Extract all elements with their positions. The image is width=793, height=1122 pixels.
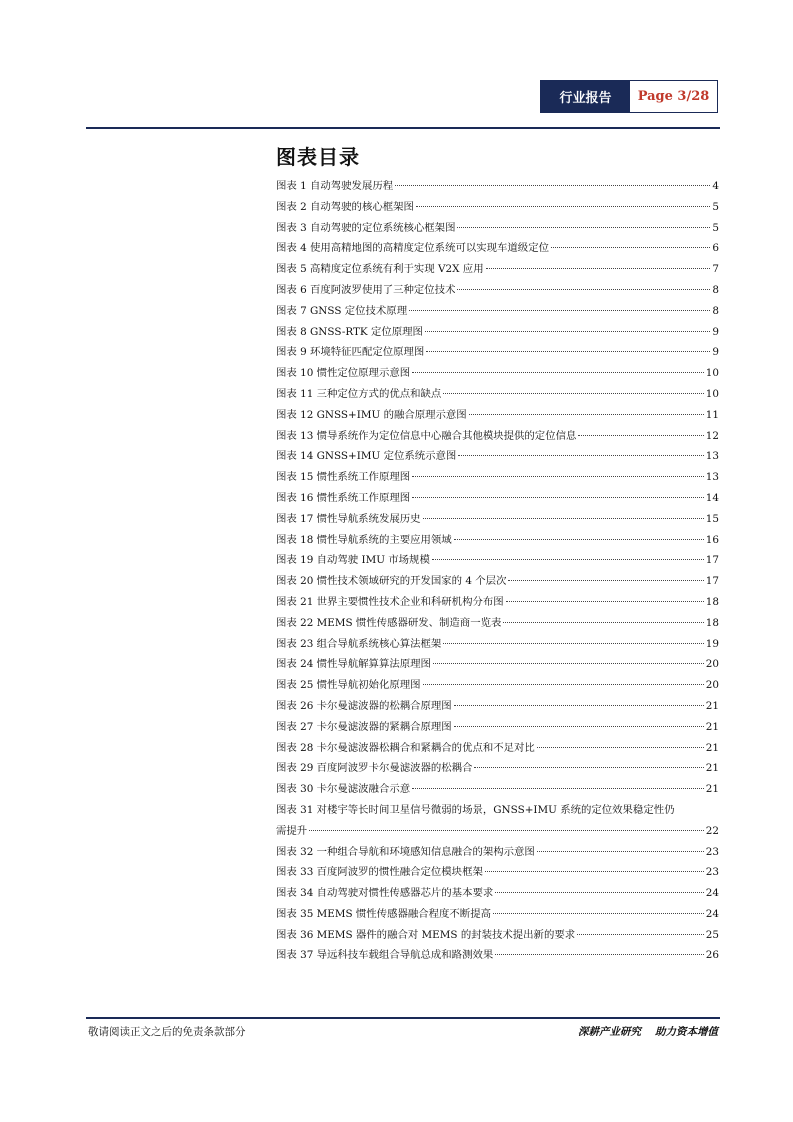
toc-entry-label: 图表 31 对楼宇等长时间卫星信号微弱的场景，GNSS+IMU 系统的定位效果稳定性仍 xyxy=(276,803,675,816)
toc-entry-label: 图表 32 一种组合导航和环境感知信息融合的架构示意图 xyxy=(276,845,535,858)
toc-entry-label-continuation: 需提升 xyxy=(276,824,308,837)
toc-entry-page: 7 xyxy=(712,263,719,276)
toc-entry-page: 23 xyxy=(705,845,719,858)
toc-entry-page: 23 xyxy=(705,866,719,879)
toc-entry[interactable] xyxy=(276,717,719,738)
toc-entry[interactable] xyxy=(276,634,719,655)
toc-entry-label: 图表 30 卡尔曼滤波融合示意 xyxy=(276,783,411,796)
toc-entry-label: 图表 20 惯性技术领域研究的开发国家的 4 个层次 xyxy=(276,575,507,588)
toc-entry-label: 图表 25 惯性导航初始化原理图 xyxy=(276,679,421,692)
toc-entry-page: 15 xyxy=(705,512,719,525)
toc-entry[interactable] xyxy=(276,613,719,634)
toc-dot-leader xyxy=(503,622,703,623)
toc-entry-label: 图表 16 惯性系统工作原理图 xyxy=(276,491,411,504)
toc-entry[interactable] xyxy=(276,426,719,447)
toc-dot-leader xyxy=(551,247,710,248)
toc-entry-page: 10 xyxy=(705,367,719,380)
toc-entry-label: 图表 6 百度阿波罗使用了三种定位技术 xyxy=(276,283,456,296)
footer-divider xyxy=(86,1017,720,1019)
toc-entry[interactable] xyxy=(276,779,719,800)
toc-entry-label: 图表 9 环境特征匹配定位原理图 xyxy=(276,346,425,359)
toc-entry[interactable] xyxy=(276,945,719,966)
toc-entry[interactable] xyxy=(276,488,719,509)
page-indicator: Page 3/28 xyxy=(637,89,710,104)
toc-entry-page: 22 xyxy=(705,824,719,837)
slogan-part-2: 助力资本增值 xyxy=(655,1026,718,1038)
toc-dot-leader xyxy=(454,705,704,706)
header-divider xyxy=(86,127,720,129)
toc-dot-leader xyxy=(309,830,704,831)
toc-entry[interactable] xyxy=(276,218,719,239)
toc-entry[interactable] xyxy=(276,405,719,426)
toc-dot-leader xyxy=(412,476,704,477)
toc-entry-label: 图表 12 GNSS+IMU 的融合原理示意图 xyxy=(276,408,467,421)
toc-dot-leader xyxy=(474,767,703,768)
toc-entry-page: 4 xyxy=(712,180,719,192)
toc-entry-label: 图表 10 惯性定位原理示意图 xyxy=(276,367,411,380)
toc-dot-leader xyxy=(508,580,703,581)
toc-entry[interactable] xyxy=(276,280,719,301)
toc-entry[interactable] xyxy=(276,176,719,197)
toc-entry-page: 24 xyxy=(705,887,719,900)
toc-dot-leader xyxy=(495,954,704,955)
toc-entry[interactable] xyxy=(276,883,719,904)
toc-entry-page: 17 xyxy=(705,575,719,588)
toc-entry-continuation[interactable] xyxy=(276,821,719,842)
toc-entry-label: 图表 7 GNSS 定位技术原理 xyxy=(276,304,408,317)
toc-dot-leader xyxy=(433,663,704,664)
toc-entry[interactable] xyxy=(276,550,719,571)
toc-dot-leader xyxy=(409,310,710,311)
toc-dot-leader xyxy=(495,892,704,893)
toc-dot-leader xyxy=(423,518,704,519)
toc-entry-label: 图表 3 自动驾驶的定位系统核心框架图 xyxy=(276,221,456,234)
toc-dot-leader xyxy=(443,393,703,394)
toc-entry[interactable] xyxy=(276,259,719,280)
toc-entry-label: 图表 4 使用高精地图的高精度定位系统可以实现车道级定位 xyxy=(276,242,549,255)
toc-dot-leader xyxy=(577,934,704,935)
toc-dot-leader xyxy=(485,871,704,872)
toc-dot-leader xyxy=(432,559,704,560)
footer-slogan xyxy=(578,1024,718,1039)
toc-entry-page: 26 xyxy=(705,949,719,962)
toc-entry-label: 图表 23 组合导航系统核心算法框架 xyxy=(276,637,442,650)
toc-dot-leader xyxy=(412,372,704,373)
toc-entry-label: 图表 13 惯导系统作为定位信息中心融合其他模块提供的定位信息 xyxy=(276,429,577,442)
toc-entry-page: 5 xyxy=(712,221,719,234)
toc-entry-label: 图表 24 惯性导航解算算法原理图 xyxy=(276,658,431,671)
toc-entry[interactable] xyxy=(276,571,719,592)
toc-entry[interactable] xyxy=(276,322,719,343)
toc-entry-label: 图表 2 自动驾驶的核心框架图 xyxy=(276,200,414,213)
toc-entry-page: 13 xyxy=(705,471,719,484)
toc-dot-leader xyxy=(454,726,704,727)
toc-entry-page: 5 xyxy=(712,200,719,213)
toc-entry-label: 图表 15 惯性系统工作原理图 xyxy=(276,471,411,484)
toc-dot-leader xyxy=(412,497,704,498)
toc-dot-leader xyxy=(537,747,704,748)
toc-entry[interactable] xyxy=(276,904,719,925)
toc-entry[interactable] xyxy=(276,342,719,363)
toc-entry-label: 图表 17 惯性导航系统发展历史 xyxy=(276,512,421,525)
footer-disclaimer: 敬请阅读正文之后的免责条款部分 xyxy=(88,1026,246,1038)
toc-entry[interactable] xyxy=(276,842,719,863)
toc-entry-label: 图表 28 卡尔曼滤波器松耦合和紧耦合的优点和不足对比 xyxy=(276,741,535,754)
toc-entry[interactable] xyxy=(276,800,719,821)
toc-dot-leader xyxy=(457,289,710,290)
toc-entry-page: 17 xyxy=(705,554,719,567)
toc-entry-page: 16 xyxy=(705,533,719,546)
toc-entry-page: 11 xyxy=(705,408,719,421)
toc-entry[interactable] xyxy=(276,384,719,405)
toc-dot-leader xyxy=(412,788,704,789)
toc-entry-page: 19 xyxy=(705,637,719,650)
toc-dot-leader xyxy=(395,185,710,186)
toc-entry-page: 8 xyxy=(712,304,719,317)
toc-entry-page: 20 xyxy=(705,679,719,692)
toc-entry-page: 18 xyxy=(705,616,719,629)
toc-entry-label: 图表 37 导远科技车载组合导航总成和路测效果 xyxy=(276,949,494,962)
toc-entry-page: 12 xyxy=(705,429,719,442)
toc-entry-page: 21 xyxy=(705,783,719,796)
toc-entry-label: 图表 22 MEMS 惯性传感器研发、制造商一览表 xyxy=(276,616,502,629)
toc-entry[interactable] xyxy=(276,301,719,322)
toc-entry-page: 21 xyxy=(705,720,719,733)
toc-entry-page: 21 xyxy=(705,699,719,712)
toc-entry-label: 图表 36 MEMS 器件的融合对 MEMS 的封装技术提出新的要求 xyxy=(276,928,576,941)
toc-entry-label: 图表 8 GNSS-RTK 定位原理图 xyxy=(276,325,423,338)
slogan-part-1: 深耕产业研究 xyxy=(578,1026,641,1038)
toc-entry-label: 图表 19 自动驾驶 IMU 市场规模 xyxy=(276,554,430,567)
toc-entry[interactable] xyxy=(276,197,719,218)
toc-entry-label: 图表 26 卡尔曼滤波器的松耦合原理图 xyxy=(276,699,452,712)
toc-entry-page: 13 xyxy=(705,450,719,463)
toc-entry-page: 8 xyxy=(712,283,719,296)
table-of-figures xyxy=(276,176,719,966)
toc-dot-leader xyxy=(457,227,710,228)
toc-dot-leader xyxy=(469,414,704,415)
toc-entry-page: 14 xyxy=(705,491,719,504)
toc-dot-leader xyxy=(578,435,703,436)
toc-entry-page: 9 xyxy=(712,325,719,338)
toc-dot-leader xyxy=(537,851,704,852)
toc-entry-page: 21 xyxy=(705,741,719,754)
toc-dot-leader xyxy=(416,206,710,207)
toc-entry-page: 6 xyxy=(712,242,719,255)
toc-entry-page: 9 xyxy=(712,346,719,359)
toc-dot-leader xyxy=(425,331,710,332)
toc-entry-label: 图表 33 百度阿波罗的惯性融合定位模块框架 xyxy=(276,866,483,879)
toc-entry-label: 图表 18 惯性导航系统的主要应用领域 xyxy=(276,533,452,546)
toc-entry-label: 图表 27 卡尔曼滤波器的紧耦合原理图 xyxy=(276,720,452,733)
toc-dot-leader xyxy=(486,268,711,269)
toc-dot-leader xyxy=(443,643,703,644)
toc-dot-leader xyxy=(426,351,710,352)
toc-entry[interactable] xyxy=(276,738,719,759)
toc-entry-page: 24 xyxy=(705,907,719,920)
toc-entry[interactable] xyxy=(276,238,719,259)
toc-dot-leader xyxy=(458,455,703,456)
badge-label: 行业报告 xyxy=(541,81,630,112)
toc-entry[interactable] xyxy=(276,696,719,717)
toc-entry-page: 18 xyxy=(705,595,719,608)
toc-entry-page: 20 xyxy=(705,658,719,671)
toc-dot-leader xyxy=(493,913,704,914)
toc-entry[interactable] xyxy=(276,467,719,488)
toc-entry-label: 图表 5 高精度定位系统有利于实现 V2X 应用 xyxy=(276,263,484,276)
toc-entry-label: 图表 21 世界主要惯性技术企业和科研机构分布图 xyxy=(276,595,504,608)
toc-entry[interactable] xyxy=(276,530,719,551)
toc-entry[interactable] xyxy=(276,654,719,675)
report-type-badge xyxy=(540,80,718,113)
toc-entry-page: 25 xyxy=(705,928,719,941)
toc-entry[interactable] xyxy=(276,592,719,613)
toc-entry-label: 图表 34 自动驾驶对惯性传感器芯片的基本要求 xyxy=(276,887,494,900)
toc-entry[interactable] xyxy=(276,862,719,883)
toc-entry-label: 图表 29 百度阿波罗卡尔曼滤波器的松耦合 xyxy=(276,762,473,775)
toc-entry-label: 图表 11 三种定位方式的优点和缺点 xyxy=(276,387,442,400)
toc-dot-leader xyxy=(454,539,704,540)
toc-entry-label: 图表 35 MEMS 惯性传感器融合程度不断提高 xyxy=(276,907,491,920)
toc-entry[interactable] xyxy=(276,758,719,779)
toc-entry[interactable] xyxy=(276,363,719,384)
toc-dot-leader xyxy=(506,601,704,602)
toc-entry[interactable] xyxy=(276,509,719,530)
toc-entry[interactable] xyxy=(276,675,719,696)
toc-entry-page: 10 xyxy=(705,387,719,400)
toc-entry-label: 图表 14 GNSS+IMU 定位系统示意图 xyxy=(276,450,457,463)
toc-entry-label: 图表 1 自动驾驶发展历程 xyxy=(276,180,394,192)
toc-entry[interactable] xyxy=(276,446,719,467)
toc-entry-page: 21 xyxy=(705,762,719,775)
toc-entry[interactable] xyxy=(276,925,719,946)
toc-dot-leader xyxy=(423,684,704,685)
page-title: 图表目录 xyxy=(276,145,360,169)
